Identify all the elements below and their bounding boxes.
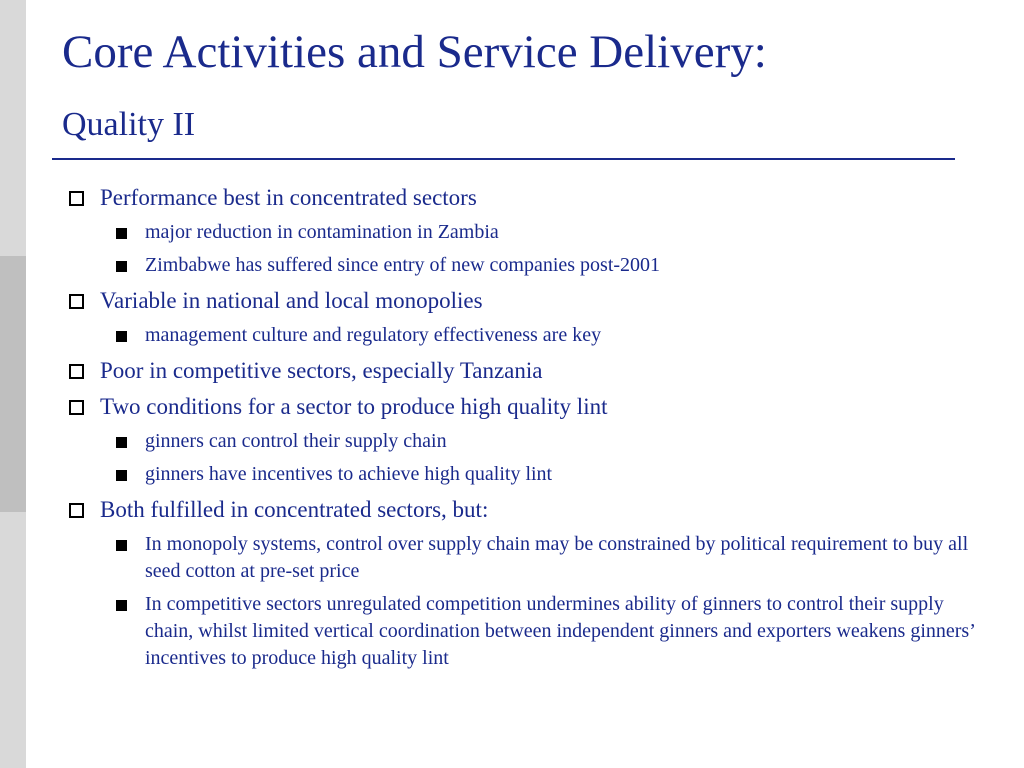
hollow-square-bullet-icon [69,400,84,415]
bullet-text: Poor in competitive sectors, especially Tanzania [100,358,543,383]
left-sidebar-decoration [0,0,26,768]
hollow-square-bullet-icon [69,364,84,379]
bullet-item [68,392,988,422]
solid-square-bullet-icon [116,261,127,272]
bullet-text: Performance best in concentrated sectors [100,185,477,210]
sub-bullet-item [68,531,988,585]
sub-bullet-text: ginners can control their supply chain [145,430,447,452]
sub-bullet-text: Zimbabwe has suffered since entry of new companies post-2001 [145,254,661,276]
bullet-list [68,183,988,672]
sub-bullet-item [68,428,988,455]
solid-square-bullet-icon [116,470,127,481]
sub-bullet-item [68,219,988,246]
bullet-item [68,286,988,316]
sub-bullet-text: In monopoly systems, control over supply chain may be constrained by political requirement to buy all seed cotton at pre-set price [145,533,969,582]
solid-square-bullet-icon [116,437,127,448]
sub-bullet-text: In competitive sectors unregulated competition undermines ability of ginners to control their supply chain, whilst limited vertical coordination between independent ginners and exporters weakens ginners’ incentives to produce high quality lint [145,593,975,669]
sub-bullet-text: major reduction in contamination in Zambia [145,221,499,243]
sub-bullet-item [68,591,988,672]
title-divider [52,158,955,160]
bullet-text: Both fulfilled in concentrated sectors, but: [100,497,489,522]
sub-bullet-item [68,252,988,279]
slide-subtitle: Quality II [62,106,196,143]
sub-bullet-text: ginners have incentives to achieve high quality lint [145,463,553,485]
sub-bullet-item [68,322,988,349]
bullet-item [68,356,988,386]
solid-square-bullet-icon [116,540,127,551]
hollow-square-bullet-icon [69,191,84,206]
solid-square-bullet-icon [116,600,127,611]
sub-bullet-item [68,461,988,488]
bullet-text: Variable in national and local monopolies [100,288,483,313]
hollow-square-bullet-icon [69,294,84,309]
solid-square-bullet-icon [116,228,127,239]
bullet-item [68,183,988,213]
sidebar-segment-middle [0,256,26,512]
hollow-square-bullet-icon [69,503,84,518]
sidebar-segment-top [0,0,26,256]
sub-bullet-text: management culture and regulatory effectiveness are key [145,324,602,346]
slide-title: Core Activities and Service Delivery: [62,26,767,78]
bullet-text: Two conditions for a sector to produce high quality lint [100,394,608,419]
sidebar-segment-bottom [0,512,26,768]
bullet-item [68,495,988,525]
solid-square-bullet-icon [116,331,127,342]
